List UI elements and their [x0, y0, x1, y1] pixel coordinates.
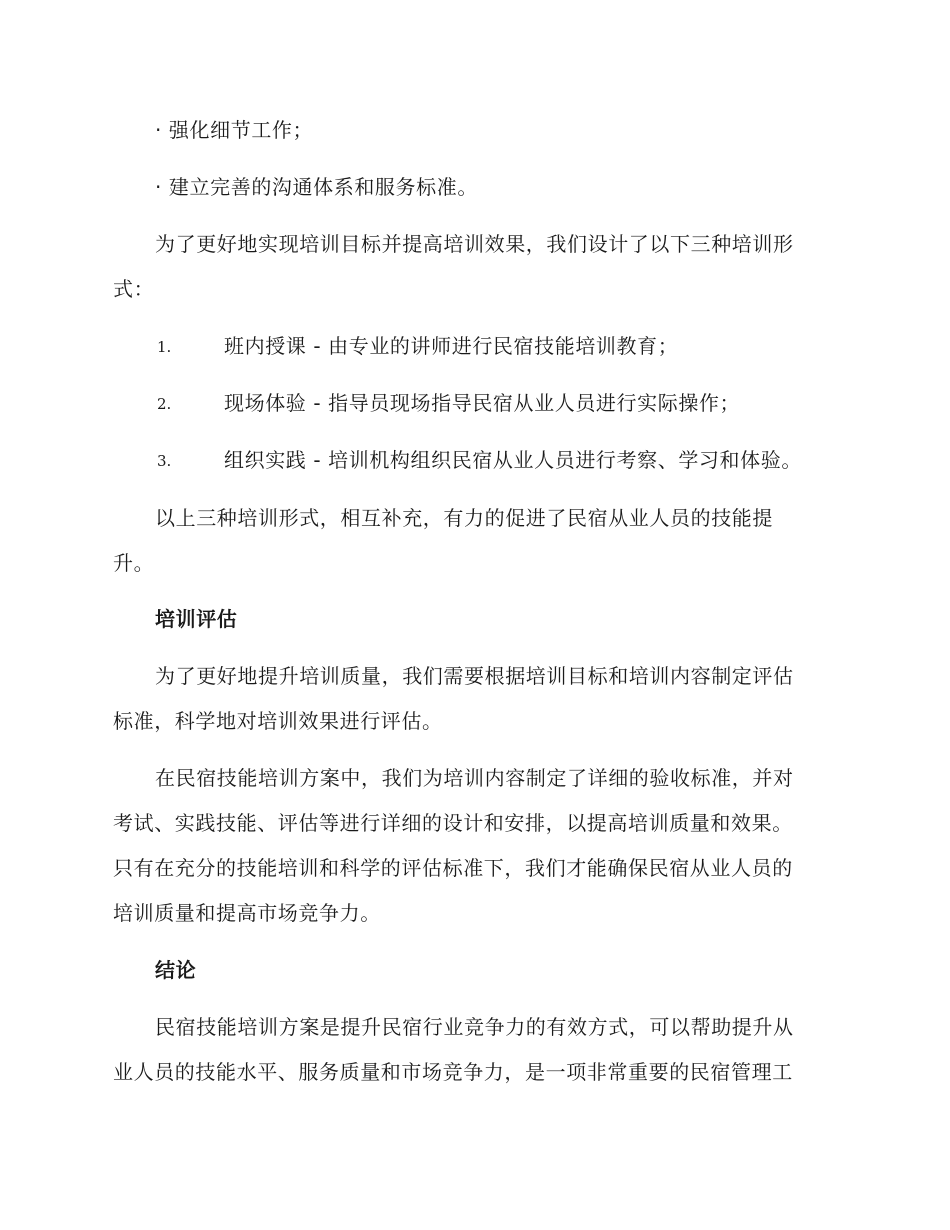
paragraph-line: 业人员的技能水平、服务质量和市场竞争力，是一项非常重要的民宿管理工 [113, 1060, 793, 1084]
paragraph-line: 考试、实践技能、评估等进行详细的设计和安排，以提高培训质量和效果。 [113, 811, 793, 835]
paragraph-line: 以上三种培训形式，相互补充，有力的促进了民宿从业人员的技能提 [155, 506, 773, 530]
list-item: 组织实践 - 培训机构组织民宿从业人员进行考察、学习和体验。 [224, 448, 802, 472]
paragraph-line: 只有在充分的技能培训和科学的评估标准下，我们才能确保民宿从业人员的 [113, 856, 793, 880]
paragraph-line: 升。 [113, 551, 155, 575]
paragraph-line: 为了更好地提升培训质量，我们需要根据培训目标和培训内容制定评估 [155, 664, 794, 688]
paragraph-line: 培训质量和提高市场竞争力。 [113, 901, 381, 925]
paragraph-line: 为了更好地实现培训目标并提高培训效果，我们设计了以下三种培训形 [155, 232, 794, 256]
section-heading: 结论 [155, 958, 197, 982]
paragraph-line: 民宿技能培训方案是提升民宿行业竞争力的有效方式，可以帮助提升从 [155, 1015, 794, 1039]
list-number: 1. [157, 338, 172, 356]
list-item: 班内授课 - 由专业的讲师进行民宿技能培训教育； [224, 334, 679, 358]
paragraph-line: 式： [113, 277, 155, 301]
bullet-item: · 强化细节工作； [155, 118, 314, 142]
list-number: 2. [157, 395, 172, 413]
paragraph-line: 在民宿技能培训方案中，我们为培训内容制定了详细的验收标准，并对 [155, 766, 794, 790]
section-heading: 培训评估 [155, 607, 238, 631]
paragraph-line: 标准，科学地对培训效果进行评估。 [113, 709, 443, 733]
list-number: 3. [157, 452, 172, 470]
bullet-item: · 建立完善的沟通体系和服务标准。 [155, 175, 478, 199]
list-item: 现场体验 - 指导员现场指导民宿从业人员进行实际操作； [224, 391, 741, 415]
